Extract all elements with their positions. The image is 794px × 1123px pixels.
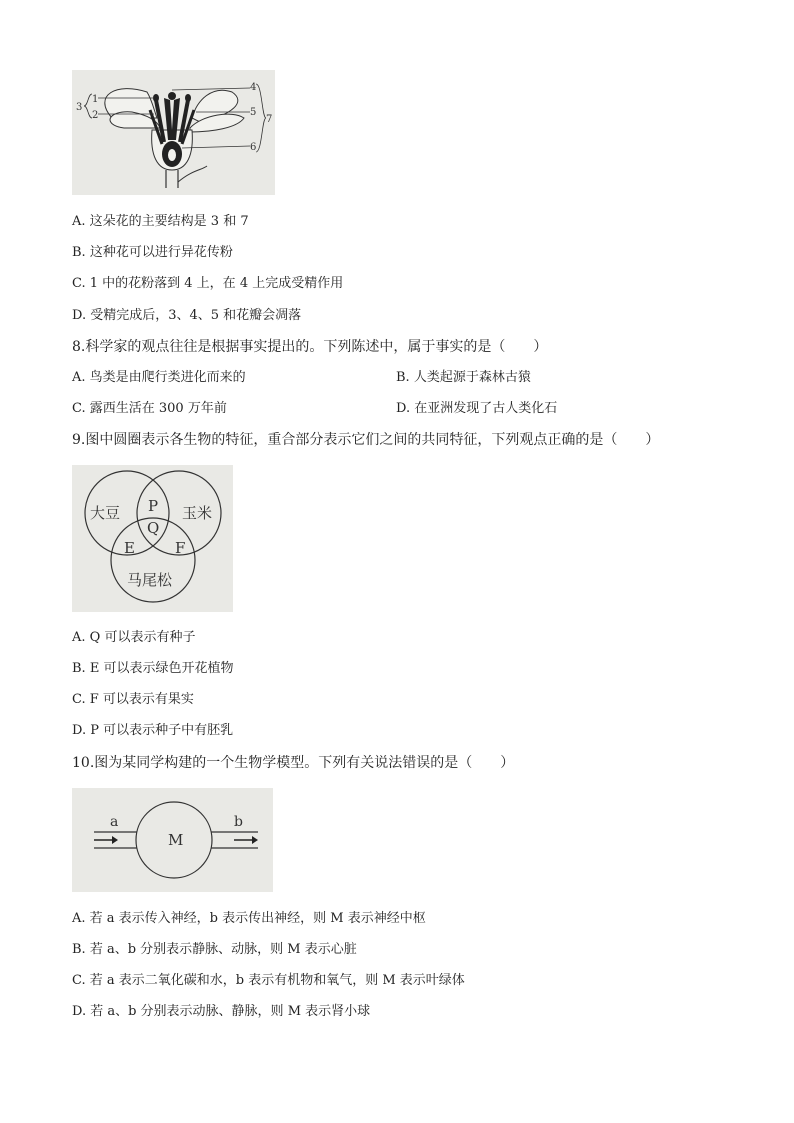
model-left-label: a [110,814,119,830]
q9-stem: 9.图中圆圈表示各生物的特征，重合部分表示它们之间的共同特征，下列观点正确的是（ ） [72,432,660,448]
venn-region-e: E [124,539,135,557]
q7-option-c: C. 1 中的花粉落到 4 上，在 4 上完成受精作用 [72,276,344,291]
flower-label-4: 4 [250,82,257,93]
q10-option-a: A. 若 a 表示传入神经，b 表示传出神经，则 M 表示神经中枢 [72,911,426,926]
venn-label-pine: 马尾松 [127,571,173,589]
flower-diagram [72,70,275,195]
q7-option-b: B. 这种花可以进行异花传粉 [72,245,233,260]
model-center-label: M [168,831,184,849]
q8-stem: 8.科学家的观点往往是根据事实提出的。下列陈述中，属于事实的是（ ） [72,339,548,355]
venn-label-soybean: 大豆 [90,504,121,522]
q9-option-c: C. F 可以表示有果实 [72,692,194,707]
venn-region-p: P [148,497,159,515]
flower-label-6: 6 [250,142,257,153]
venn-region-q: Q [147,519,160,537]
venn-label-corn: 玉米 [182,504,213,522]
q8-option-a: A. 鸟类是由爬行类进化而来的 [72,370,246,385]
q9-option-b: B. E 可以表示绿色开花植物 [72,661,234,676]
q10-option-b: B. 若 a、b 分别表示静脉、动脉，则 M 表示心脏 [72,942,357,957]
q8-option-b: B. 人类起源于森林古猿 [396,370,531,385]
q8-option-c: C. 露西生活在 300 万年前 [72,401,227,416]
model-right-label: b [234,814,243,830]
q8-option-d: D. 在亚洲发现了古人类化石 [396,401,558,416]
q10-option-c: C. 若 a 表示二氧化碳和水，b 表示有机物和氧气，则 M 表示叶绿体 [72,973,465,988]
q7-option-a: A. 这朵花的主要结构是 3 和 7 [72,214,249,229]
q10-option-d: D. 若 a、b 分别表示动脉、静脉，则 M 表示肾小球 [72,1004,371,1019]
flower-label-3: 3 [76,102,83,113]
q7-option-d: D. 受精完成后，3、4、5 和花瓣会凋落 [72,308,302,323]
q9-option-a: A. Q 可以表示有种子 [72,630,196,645]
venn-region-f: F [175,539,186,557]
venn-diagram [72,465,233,612]
flower-label-2: 2 [92,110,99,121]
q9-option-d: D. P 可以表示种子中有胚乳 [72,723,234,738]
flower-label-5: 5 [250,107,257,118]
q10-stem: 10.图为某同学构建的一个生物学模型。下列有关说法错误的是（ ） [72,755,515,771]
flower-label-1: 1 [92,94,99,105]
model-diagram [72,788,273,892]
flower-label-7: 7 [266,114,273,125]
